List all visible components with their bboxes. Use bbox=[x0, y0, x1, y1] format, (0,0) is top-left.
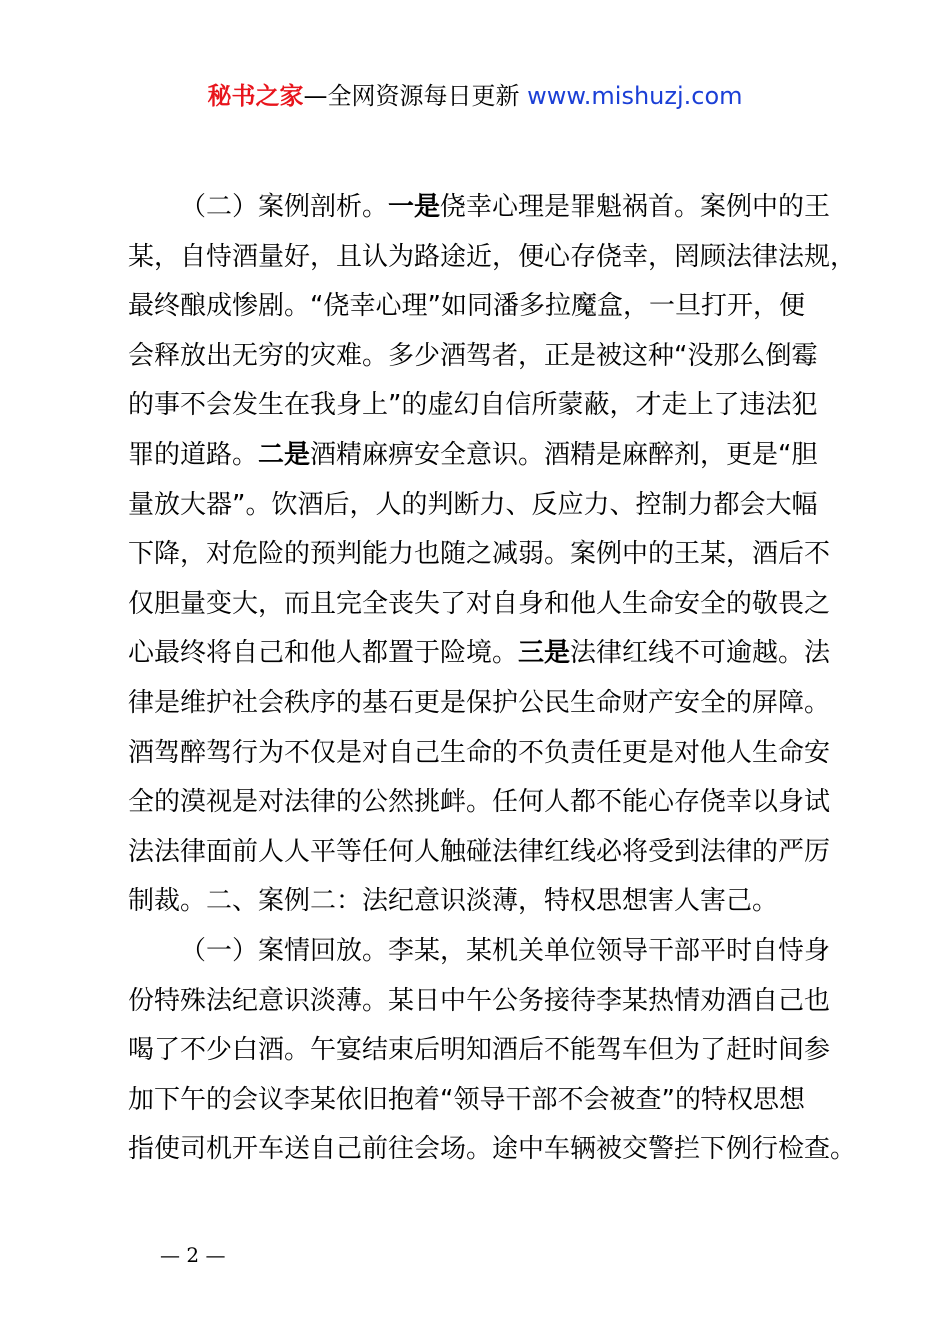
text-line: 会释放出无穷的灾难。多少酒驾者，正是被这种“没那么倒霉 bbox=[128, 340, 818, 371]
text-line: 加下午的会议李某依旧抱着“领导干部不会被查”的特权思想 bbox=[128, 1084, 805, 1115]
text-run: 法律红线不可逾越。法 bbox=[570, 638, 831, 669]
text-line: 量放大器”。饮酒后，人的判断力、反应力、控制力都会大幅 bbox=[128, 489, 818, 520]
text-line bbox=[128, 629, 858, 679]
text-line: 的事不会发生在我身上”的虚幻自信所蒙蔽，才走上了违法犯 bbox=[128, 390, 818, 421]
text-run: 侥幸心理是罪魁祸首。案例中的王 bbox=[440, 192, 831, 222]
document-body bbox=[128, 183, 858, 1175]
text-run: 心最终将自己和他人都置于险境。 bbox=[128, 638, 519, 669]
header-brand: 秘书之家 bbox=[207, 82, 304, 110]
bold-point-3: 三是 bbox=[518, 638, 571, 669]
text-line: 某，自恃酒量好，且认为路途近，便心存侥幸，罔顾法律法规， bbox=[128, 241, 857, 272]
text-line: （一）案情回放。李某，某机关单位领导干部平时自恃身 bbox=[180, 935, 831, 966]
site-header bbox=[0, 80, 950, 112]
text-line: 法法律面前人人平等任何人触碰法律红线必将受到法律的严厉 bbox=[128, 836, 831, 867]
text-line: 份特殊法纪意识淡薄。某日中午公务接待李某热情劝酒自己也 bbox=[128, 985, 831, 1016]
text-run: （二）案例剖析。 bbox=[180, 192, 389, 222]
text-line: 律是维护社会秩序的基石更是保护公民生命财产安全的屏障。 bbox=[128, 687, 831, 718]
paragraph-case-analysis bbox=[128, 183, 858, 927]
text-run: 罪的道路。 bbox=[128, 439, 259, 470]
text-line: 仅胆量变大，而且完全丧失了对自身和他人生命安全的敬畏之 bbox=[128, 588, 831, 619]
header-tagline: —全网资源每日更新 bbox=[303, 82, 528, 110]
text-line: 酒驾醉驾行为不仅是对自己生命的不负责任更是对他人生命安 bbox=[128, 737, 831, 768]
text-line bbox=[128, 431, 858, 481]
text-line: 下降，对危险的预判能力也随之减弱。案例中的王某，酒后不 bbox=[128, 539, 831, 570]
text-line: 指使司机开车送自己前往会场。途中车辆被交警拦下例行检查。 bbox=[128, 1134, 857, 1165]
paragraph-case-review bbox=[128, 927, 858, 1175]
page-number: — 2 — bbox=[160, 1243, 226, 1267]
text-run: 酒精麻痹安全意识。酒精是麻醉剂，更是“胆 bbox=[310, 439, 818, 470]
text-line bbox=[128, 183, 858, 233]
bold-point-2: 二是 bbox=[258, 439, 311, 470]
text-line: 全的漠视是对法律的公然挑衅。任何人都不能心存侥幸以身试 bbox=[128, 787, 831, 818]
text-line: 喝了不少白酒。午宴结束后明知酒后不能驾车但为了赶时间参 bbox=[128, 1035, 831, 1066]
bold-point-1: 一是 bbox=[388, 192, 441, 222]
header-url[interactable]: www.mishuzj.com bbox=[527, 82, 743, 110]
text-line: 最终酿成惨剧。“侥幸心理”如同潘多拉魔盒，一旦打开，便 bbox=[128, 291, 805, 322]
text-line: 制裁。二、案例二：法纪意识淡薄，特权思想害人害己。 bbox=[128, 886, 779, 917]
